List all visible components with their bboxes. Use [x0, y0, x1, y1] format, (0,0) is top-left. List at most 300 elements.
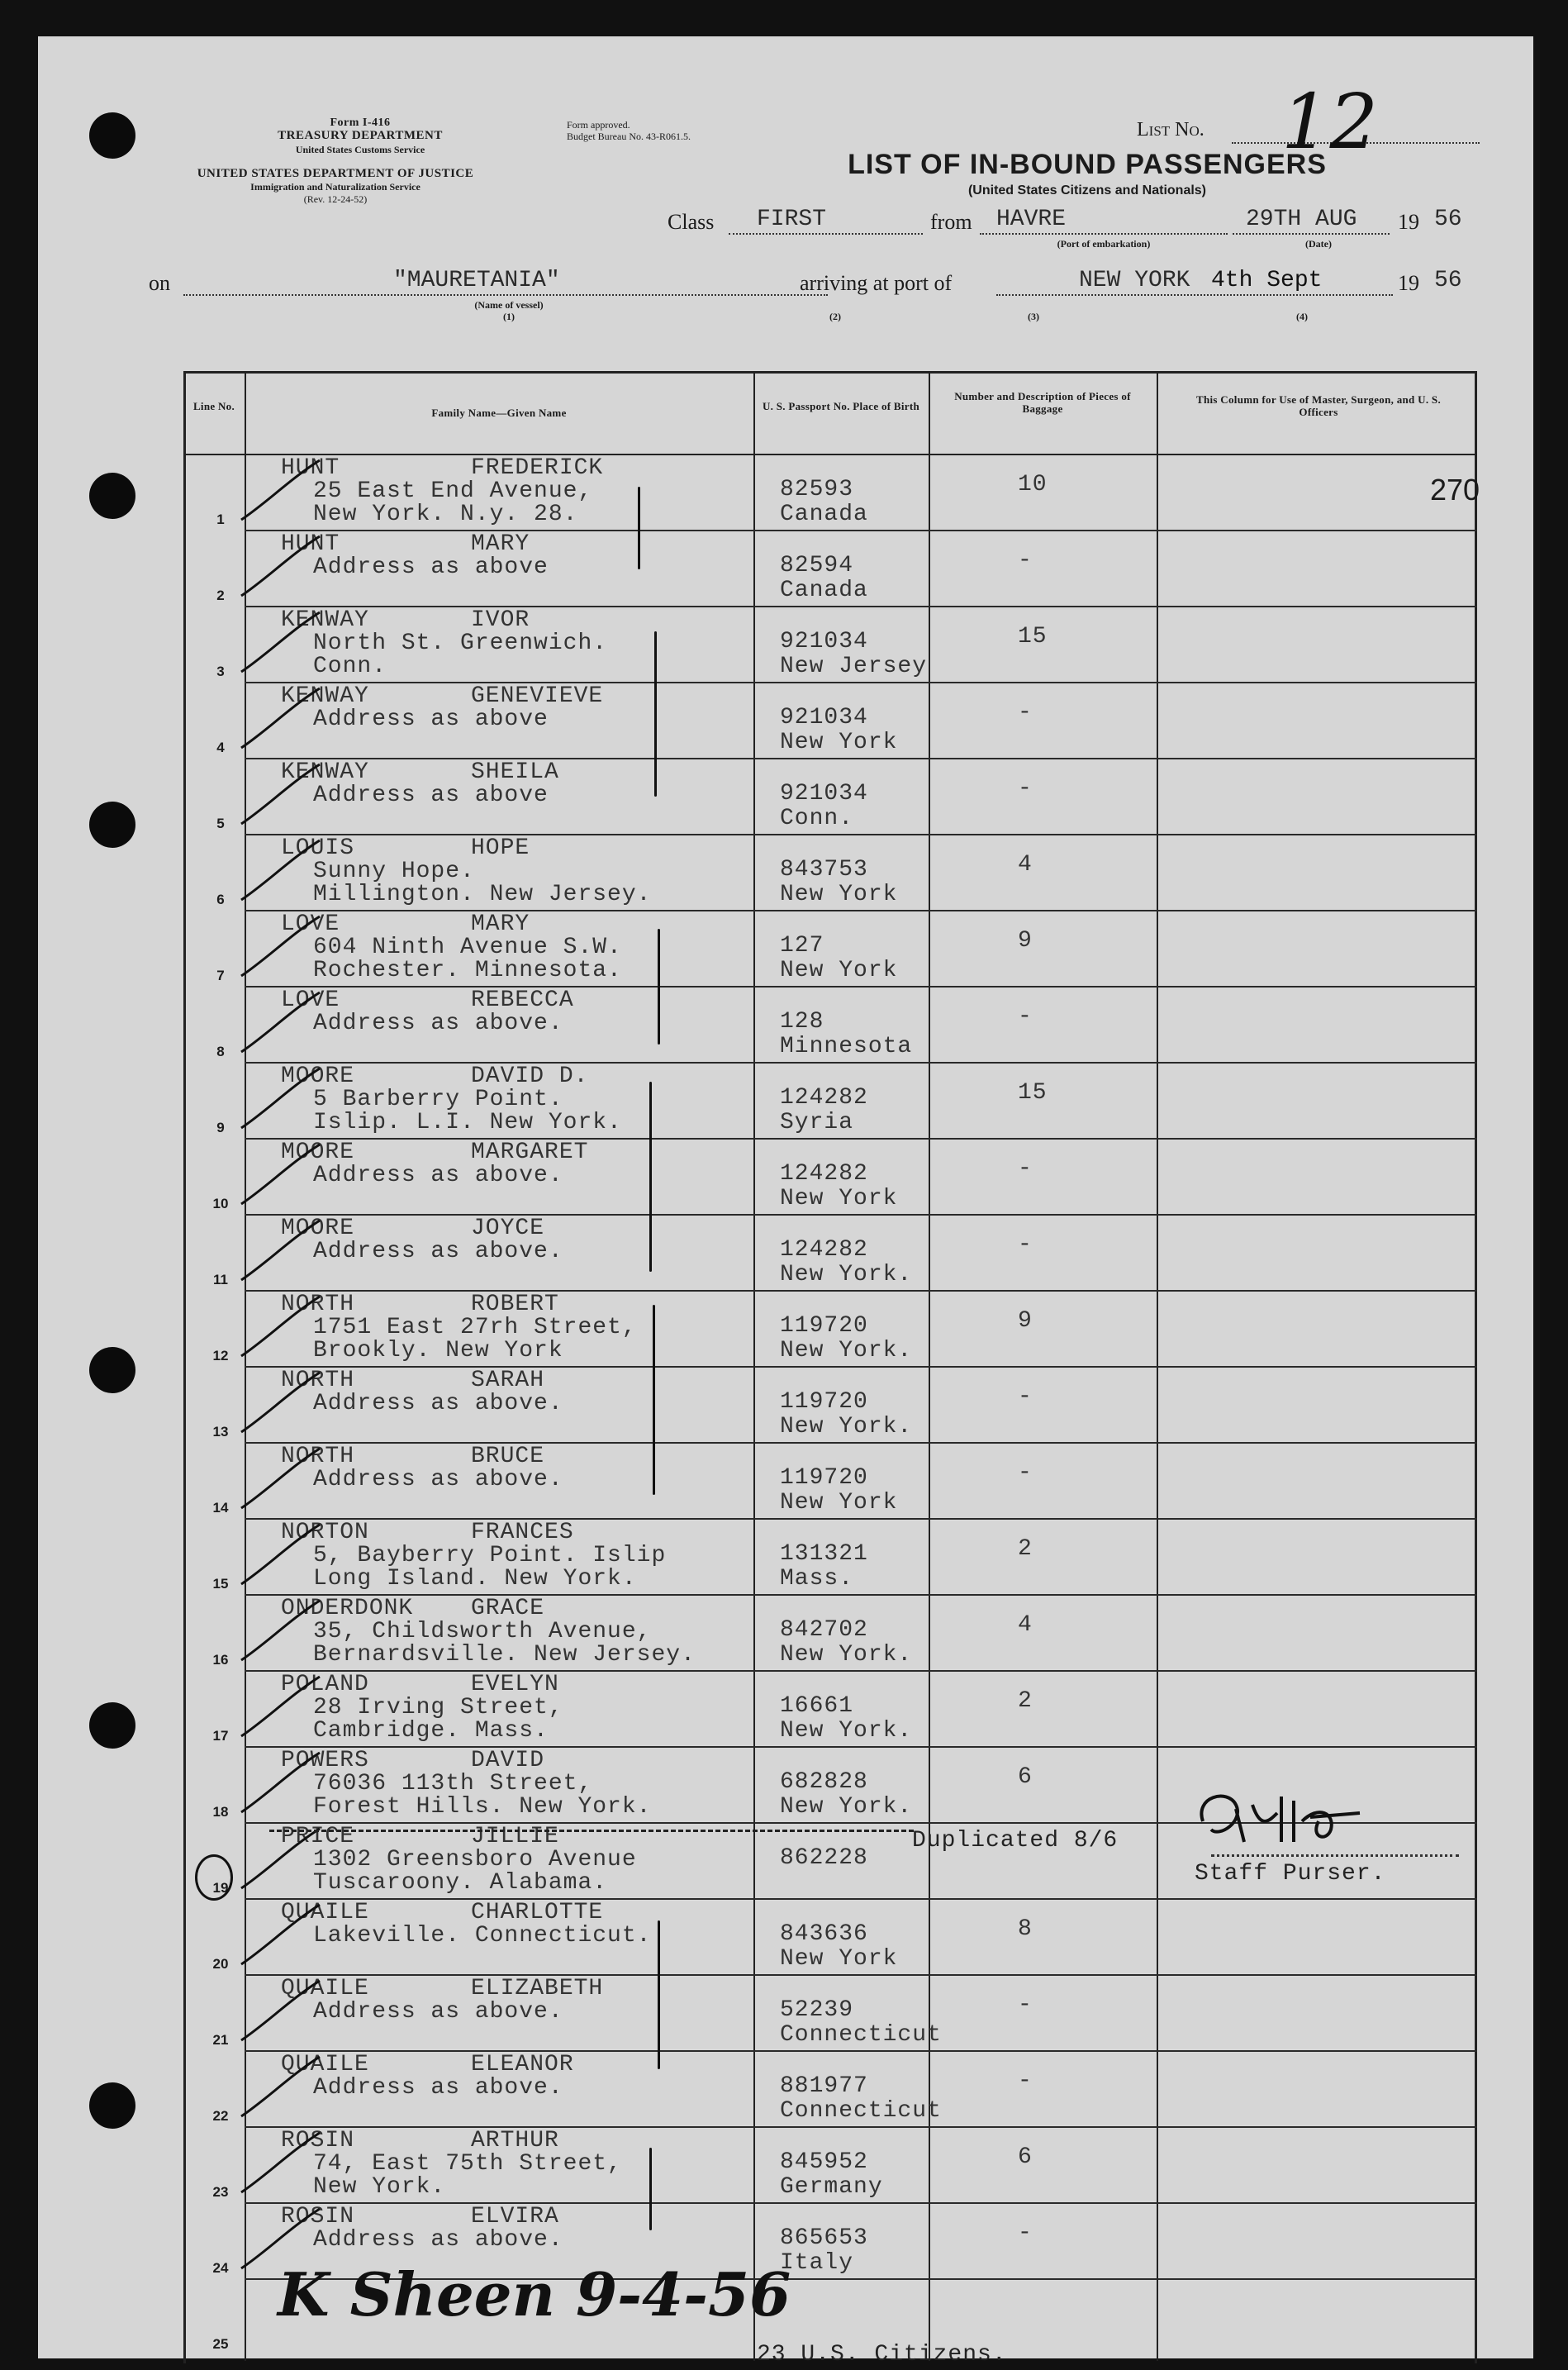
- check-mark-icon: [233, 1442, 324, 1518]
- place-of-birth: Canada: [780, 502, 868, 527]
- given-name: ELEANOR: [471, 2052, 574, 2077]
- baggage-count: -: [1018, 1232, 1033, 1258]
- immigration-service-text: Immigration and Naturalization Service: [250, 181, 421, 193]
- line-number: 25: [212, 2336, 229, 2352]
- table-row: [183, 910, 1472, 986]
- place-of-birth: Minnesota: [780, 1034, 913, 1059]
- given-name: HOPE: [471, 835, 530, 861]
- row-divider: [245, 1670, 1477, 1672]
- passport-number: 124282: [780, 1085, 868, 1111]
- family-name: NORTH: [281, 1444, 355, 1469]
- check-mark-icon: [233, 1138, 324, 1214]
- group-bracket: [653, 1305, 655, 1495]
- col3-number: (3): [1028, 311, 1039, 322]
- group-bracket: [638, 487, 640, 569]
- given-name: JILLIE: [471, 1824, 559, 1849]
- family-name: NORTH: [281, 1292, 355, 1317]
- on-label: on: [149, 271, 170, 295]
- baggage-count: -: [1018, 1004, 1033, 1030]
- passport-number: 921034: [780, 629, 868, 654]
- passport-number: 119720: [780, 1313, 868, 1339]
- given-name: CHARLOTTE: [471, 1900, 604, 1925]
- line-number: 18: [212, 1804, 229, 1820]
- table-row: [183, 606, 1472, 682]
- given-name: BRUCE: [471, 1444, 545, 1469]
- line-number: 23: [212, 2184, 229, 2200]
- line-number: 24: [212, 2260, 229, 2276]
- punch-hole: [89, 1347, 135, 1393]
- colhead-passport: U. S. Passport No. Place of Birth: [762, 400, 920, 412]
- address-line-1: Address as above: [313, 554, 549, 580]
- baggage-count: 6: [1018, 2144, 1033, 2170]
- check-mark-icon: [233, 1974, 324, 2050]
- table-row: [183, 1594, 1472, 1670]
- table-row: [183, 834, 1472, 910]
- passport-number: 124282: [780, 1161, 868, 1187]
- form-revision: (Rev. 12-24-52): [303, 193, 368, 205]
- passport-number: 82594: [780, 553, 854, 578]
- place-of-birth: Connecticut: [780, 2098, 942, 2124]
- family-name: ROSIN: [281, 2204, 355, 2230]
- family-name: MOORE: [281, 1064, 355, 1089]
- passport-number: 843753: [780, 857, 868, 883]
- baggage-count: 4: [1018, 1612, 1033, 1638]
- line-number: 9: [216, 1120, 225, 1135]
- given-name: DAVID D.: [471, 1064, 589, 1089]
- from-value: HAVRE: [996, 207, 1067, 232]
- place-of-birth: New York.: [780, 1262, 913, 1287]
- given-name: EVELYN: [471, 1672, 559, 1697]
- line-number: 15: [212, 1576, 229, 1592]
- place-of-birth: Mass.: [780, 1566, 854, 1592]
- passport-number: 881977: [780, 2073, 868, 2099]
- passport-number: 843636: [780, 1921, 868, 1947]
- table-row: [183, 1974, 1472, 2050]
- colhead-baggage: Number and Description of Pieces of Baggage: [954, 390, 1131, 415]
- given-name: IVOR: [471, 607, 530, 633]
- address-line-1: North St. Greenwich.: [313, 631, 608, 656]
- place-of-birth: New York: [780, 1186, 898, 1211]
- check-mark-icon: [233, 1898, 324, 1974]
- form-number: Form I-416: [330, 117, 391, 129]
- place-of-birth: New York: [780, 882, 898, 907]
- given-name: JOYCE: [471, 1216, 545, 1241]
- family-name: KENWAY: [281, 607, 369, 633]
- address-line-2: New York.: [313, 2174, 446, 2200]
- vessel-line: [183, 294, 828, 296]
- given-name: ELIZABETH: [471, 1976, 604, 2001]
- line-number: 7: [216, 968, 225, 983]
- baggage-count: 10: [1018, 472, 1048, 497]
- address-line-2: Rochester. Minnesota.: [313, 958, 622, 983]
- baggage-count: 9: [1018, 928, 1033, 954]
- line-number: 3: [216, 664, 225, 679]
- address-line-2: Brookly. New York: [313, 1338, 563, 1363]
- address-line-1: 604 Ninth Avenue S.W.: [313, 935, 622, 960]
- given-name: SHEILA: [471, 759, 559, 785]
- table-row: [183, 1214, 1472, 1290]
- family-name: LOUIS: [281, 835, 355, 861]
- family-name: HUNT: [281, 455, 340, 481]
- check-mark-icon: [233, 682, 324, 758]
- col2-number: (2): [829, 311, 841, 322]
- group-bracket: [649, 1082, 652, 1272]
- table-row: [183, 2126, 1472, 2202]
- row-divider: [245, 986, 1477, 988]
- group-bracket: [658, 929, 660, 1045]
- address-line-2: Forest Hills. New York.: [313, 1794, 652, 1820]
- address-line-1: 35, Childsworth Avenue,: [313, 1619, 652, 1644]
- date-value: 29TH AUG: [1246, 207, 1357, 232]
- table-row: [183, 530, 1472, 606]
- row-divider: [245, 1974, 1477, 1976]
- check-mark-icon: [233, 1746, 324, 1822]
- place-of-birth: New York: [780, 1490, 898, 1516]
- address-line-1: 1302 Greensboro Avenue: [313, 1847, 637, 1873]
- address-line-1: 28 Irving Street,: [313, 1695, 563, 1720]
- baggage-count: 9: [1018, 1308, 1033, 1334]
- family-name: QUAILE: [281, 1976, 369, 2001]
- table-row: [183, 1062, 1472, 1138]
- table-row: [183, 682, 1472, 758]
- address-line-1: Address as above.: [313, 1467, 563, 1492]
- line-number: 13: [212, 1424, 229, 1440]
- passport-number: 921034: [780, 705, 868, 731]
- family-name: NORTON: [281, 1520, 369, 1545]
- check-mark-icon: [233, 1822, 324, 1898]
- arriving-label: arriving at port of: [800, 271, 953, 295]
- table-row: [183, 1442, 1472, 1518]
- table-row: [183, 986, 1472, 1062]
- given-name: ROBERT: [471, 1292, 559, 1317]
- address-line-1: 5, Bayberry Point. Islip: [313, 1543, 667, 1568]
- check-mark-icon: [233, 986, 324, 1062]
- table-row: [183, 1898, 1472, 1974]
- arrival-date: 4th Sept: [1211, 268, 1323, 293]
- address-line-1: Address as above: [313, 783, 549, 808]
- row-divider: [245, 834, 1477, 835]
- row-divider: [245, 1214, 1477, 1216]
- line-number: 22: [212, 2108, 229, 2124]
- line-number: 6: [216, 892, 225, 907]
- given-name: MARY: [471, 911, 530, 937]
- address-line-1: Sunny Hope.: [313, 859, 475, 884]
- duplicated-note: Duplicated 8/6: [912, 1828, 1119, 1854]
- table-row: [183, 1518, 1472, 1594]
- passport-number: 119720: [780, 1465, 868, 1491]
- col1-number: (1): [503, 311, 515, 322]
- row-divider: [245, 2126, 1477, 2128]
- treasury-department: TREASURY DEPARTMENT: [278, 129, 443, 142]
- given-name: FRANCES: [471, 1520, 574, 1545]
- baggage-count: -: [1018, 2220, 1033, 2246]
- address-line-1: 76036 113th Street,: [313, 1771, 593, 1797]
- baggage-count: -: [1018, 1460, 1033, 1486]
- place-of-birth: New York.: [780, 1414, 913, 1440]
- vessel-caption: (Name of vessel): [474, 299, 544, 311]
- row-divider: [245, 2050, 1477, 2052]
- justice-department: UNITED STATES DEPARTMENT OF JUSTICE: [197, 167, 474, 180]
- baggage-count: -: [1018, 1992, 1033, 2018]
- row-divider: [245, 606, 1477, 607]
- given-name: GRACE: [471, 1596, 545, 1621]
- place-of-birth: New York: [780, 1946, 898, 1972]
- address-line-1: Lakeville. Connecticut.: [313, 1923, 652, 1949]
- address-line-1: Address as above.: [313, 1163, 563, 1188]
- family-name: NORTH: [281, 1368, 355, 1393]
- passport-number: 862228: [780, 1845, 868, 1871]
- table-row: [183, 2050, 1472, 2126]
- baggage-count: 15: [1018, 624, 1048, 650]
- check-mark-icon: [233, 1366, 324, 1442]
- check-mark-icon: [233, 1594, 324, 1670]
- row-divider: [245, 1290, 1477, 1292]
- date-caption: (Date): [1305, 238, 1332, 250]
- line-number: 19: [212, 1880, 229, 1896]
- check-mark-icon: [233, 530, 324, 606]
- address-line-1: Address as above.: [313, 1011, 563, 1036]
- arrival-year-value: 56: [1434, 268, 1462, 293]
- passport-number: 921034: [780, 781, 868, 807]
- family-name: KENWAY: [281, 759, 369, 785]
- address-line-2: Long Island. New York.: [313, 1566, 637, 1592]
- row-divider: [245, 1062, 1477, 1064]
- place-of-birth: Connecticut: [780, 2022, 942, 2048]
- group-bracket: [649, 2148, 652, 2230]
- row-divider: [245, 910, 1477, 911]
- purser-title: Staff Purser.: [1195, 1861, 1386, 1887]
- given-name: DAVID: [471, 1748, 545, 1773]
- family-name: POWERS: [281, 1748, 369, 1773]
- place-of-birth: New York.: [780, 1718, 913, 1744]
- manifest-sheet: [38, 36, 1533, 2368]
- colhead-officers: This Column for Use of Master, Surgeon, and U. S. Officers: [1195, 393, 1442, 418]
- given-name: ARTHUR: [471, 2128, 559, 2153]
- from-label: from: [930, 210, 972, 234]
- row-divider: [245, 1898, 1477, 1900]
- passport-number: 82593: [780, 477, 854, 502]
- baggage-count: 2: [1018, 1688, 1033, 1714]
- family-name: MOORE: [281, 1140, 355, 1165]
- passport-number: 845952: [780, 2149, 868, 2175]
- line-number: 12: [212, 1348, 229, 1363]
- row-divider: [245, 1138, 1477, 1140]
- check-mark-icon: [233, 1518, 324, 1594]
- given-name: MARGARET: [471, 1140, 589, 1165]
- table-row: [183, 1670, 1472, 1746]
- line-number: 8: [216, 1044, 225, 1059]
- list-no-value: 12: [1281, 78, 1379, 166]
- group-bracket: [658, 1920, 660, 2069]
- line-number: 17: [212, 1728, 229, 1744]
- family-name: ONDERDONK: [281, 1596, 414, 1621]
- table-row: [183, 1138, 1472, 1214]
- budget-bureau: Budget Bureau No. 43-R061.5.: [567, 131, 691, 142]
- address-line-1: Address as above.: [313, 2227, 563, 2253]
- line-number: 14: [212, 1500, 229, 1516]
- address-line-2: Bernardsville. New Jersey.: [313, 1642, 696, 1668]
- check-mark-icon: [233, 1062, 324, 1138]
- table-row: [183, 1366, 1472, 1442]
- row-divider: [245, 2202, 1477, 2204]
- family-name: MOORE: [281, 1216, 355, 1241]
- row-divider: [245, 530, 1477, 531]
- purser-signature-line: [1211, 1854, 1459, 1857]
- place-of-birth: New York.: [780, 1642, 913, 1668]
- line-number: 16: [212, 1652, 229, 1668]
- line-number: 5: [216, 816, 225, 831]
- place-of-birth: Canada: [780, 578, 868, 603]
- place-of-birth: Conn.: [780, 806, 854, 831]
- given-name: ELVIRA: [471, 2204, 559, 2230]
- place-of-birth: Syria: [780, 1110, 854, 1135]
- colhead-name: Family Name—Given Name: [431, 407, 567, 419]
- family-name: LOVE: [281, 988, 340, 1013]
- handwritten-footer: K Sheen 9-4-56: [278, 2259, 791, 2330]
- class-value: FIRST: [757, 207, 827, 232]
- port-line: [996, 294, 1393, 296]
- punch-hole: [89, 1702, 135, 1749]
- family-name: LOVE: [281, 911, 340, 937]
- row-divider: [245, 1366, 1477, 1368]
- col4-number: (4): [1296, 311, 1308, 322]
- row-divider: [245, 1746, 1477, 1748]
- address-line-2: Islip. L.I. New York.: [313, 1110, 622, 1135]
- passport-number: 682828: [780, 1769, 868, 1795]
- address-line-2: New York. N.y. 28.: [313, 502, 578, 527]
- baggage-count: -: [1018, 1384, 1033, 1410]
- line-number: 1: [216, 512, 225, 527]
- baggage-count: -: [1018, 2068, 1033, 2094]
- row-divider: [245, 758, 1477, 759]
- place-of-birth: Italy: [780, 2250, 854, 2276]
- baggage-count: 15: [1018, 1080, 1048, 1106]
- punch-hole: [89, 112, 135, 159]
- passport-number: 128: [780, 1009, 824, 1035]
- given-name: FREDERICK: [471, 455, 604, 481]
- address-line-1: Address as above.: [313, 1391, 563, 1416]
- baggage-count: 4: [1018, 852, 1033, 878]
- purser-signature: [1186, 1772, 1376, 1854]
- address-line-2: Tuscaroony. Alabama.: [313, 1870, 608, 1896]
- port-value: NEW YORK: [1079, 268, 1190, 293]
- strike-line: [269, 1830, 914, 1832]
- footer-count: 23 U.S. Citizens.: [757, 2342, 1007, 2368]
- class-line: [729, 233, 923, 235]
- address-line-1: Address as above.: [313, 2075, 563, 2101]
- address-line-2: Conn.: [313, 654, 387, 679]
- from-line: [980, 233, 1228, 235]
- passport-number: 131321: [780, 1541, 868, 1567]
- date-line: [1233, 233, 1390, 235]
- given-name: MARY: [471, 531, 530, 557]
- passport-number: 127: [780, 933, 824, 959]
- check-mark-icon: [233, 910, 324, 986]
- place-of-birth: New York: [780, 730, 898, 755]
- table-row: [183, 1290, 1472, 1366]
- punch-hole: [89, 2082, 135, 2129]
- circle-mark: [195, 1854, 233, 1901]
- form-subtitle: (United States Citizens and Nationals): [967, 183, 1207, 198]
- given-name: GENEVIEVE: [471, 683, 604, 709]
- line-number: 2: [216, 588, 225, 603]
- address-line-1: Address as above.: [313, 1239, 563, 1264]
- class-label: Class: [668, 210, 715, 234]
- form-approved: Form approved.: [567, 119, 630, 131]
- given-name: REBECCA: [471, 988, 574, 1013]
- table-row: [183, 758, 1472, 834]
- row-divider: [245, 682, 1477, 683]
- line-number: 10: [212, 1196, 229, 1211]
- passport-number: 16661: [780, 1693, 854, 1719]
- address-line-1: 1751 East 27rh Street,: [313, 1315, 637, 1340]
- check-mark-icon: [233, 2126, 324, 2202]
- group-bracket: [654, 631, 657, 797]
- line-number: 21: [212, 2032, 229, 2048]
- punch-hole: [89, 802, 135, 848]
- family-name: QUAILE: [281, 2052, 369, 2077]
- family-name: KENWAY: [281, 683, 369, 709]
- address-line-1: Address as above.: [313, 1999, 563, 2025]
- address-line-1: 74, East 75th Street,: [313, 2151, 622, 2177]
- passport-number: 865653: [780, 2225, 868, 2251]
- address-line-2: Millington. New Jersey.: [313, 882, 652, 907]
- address-line-1: Address as above: [313, 707, 549, 732]
- address-line-1: 5 Barberry Point.: [313, 1087, 563, 1112]
- check-mark-icon: [233, 606, 324, 682]
- port-caption: (Port of embarkation): [1057, 238, 1151, 250]
- place-of-birth: New Jersey: [780, 654, 928, 679]
- baggage-count: 8: [1018, 1916, 1033, 1942]
- punch-hole: [89, 473, 135, 519]
- passport-number: 52239: [780, 1997, 854, 2023]
- check-mark-icon: [233, 1670, 324, 1746]
- check-mark-icon: [233, 2050, 324, 2126]
- check-mark-icon: [233, 454, 324, 530]
- line-number: 11: [213, 1272, 228, 1287]
- place-of-birth: New York.: [780, 1338, 913, 1363]
- customs-service: United States Customs Service: [295, 144, 425, 155]
- line-number: 20: [212, 1956, 229, 1972]
- baggage-count: -: [1018, 548, 1033, 573]
- check-mark-icon: [233, 1290, 324, 1366]
- family-name: ROSIN: [281, 2128, 355, 2153]
- passport-number: 124282: [780, 1237, 868, 1263]
- place-of-birth: New York.: [780, 1794, 913, 1820]
- row-divider: [245, 1518, 1477, 1520]
- row-divider: [245, 1442, 1477, 1444]
- check-mark-icon: [233, 758, 324, 834]
- family-name: POLAND: [281, 1672, 369, 1697]
- table-row: [183, 454, 1472, 530]
- form-title: LIST OF IN-BOUND PASSENGERS: [848, 149, 1327, 180]
- stamp-number: 270: [1430, 473, 1480, 507]
- baggage-count: 6: [1018, 1764, 1033, 1790]
- family-name: PRICE: [281, 1824, 355, 1849]
- check-mark-icon: [233, 1214, 324, 1290]
- passport-number: 842702: [780, 1617, 868, 1643]
- baggage-count: 2: [1018, 1536, 1033, 1562]
- line-number: 4: [216, 740, 225, 755]
- row-divider: [245, 1594, 1477, 1596]
- vessel-value: "MAURETANIA": [393, 268, 560, 293]
- passport-number: 119720: [780, 1389, 868, 1415]
- family-name: HUNT: [281, 531, 340, 557]
- list-no-label: List No.: [1137, 119, 1205, 140]
- baggage-count: -: [1018, 776, 1033, 802]
- given-name: SARAH: [471, 1368, 545, 1393]
- address-line-2: Cambridge. Mass.: [313, 1718, 549, 1744]
